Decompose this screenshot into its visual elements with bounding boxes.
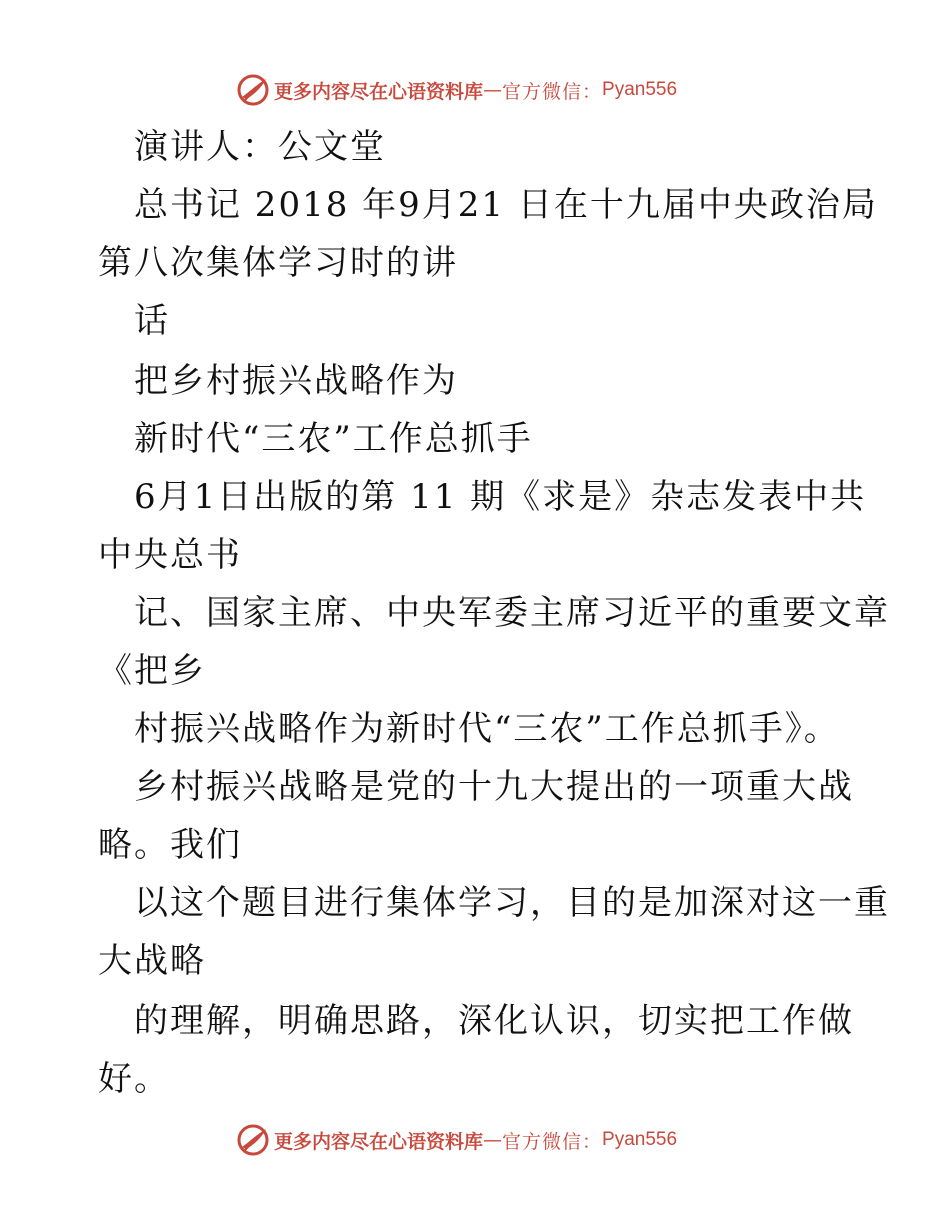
body-line: 第八次集体学习时的讲 [98, 243, 458, 283]
quill-logo-icon [236, 1123, 270, 1157]
body-line: 大战略 [98, 941, 206, 981]
banner-site-text: 更多内容尽在心语资料库 [274, 80, 484, 103]
body-line: 《把乡 [98, 651, 206, 691]
banner-wechat-label: 官方微信： [502, 1130, 603, 1153]
body-line: 中央总书 [98, 535, 242, 575]
body-line: 话 [134, 301, 170, 341]
banner-wechat-id: Pyan556 [602, 1129, 678, 1150]
title-line: 新时代“三农”工作总抓手 [134, 419, 533, 459]
body-line: 以这个题目进行集体学习，目的是加深对这一重 [134, 883, 890, 923]
body-line: 乡村振兴战略是党的十九大提出的一项重大战 [134, 767, 854, 807]
body-line: 6月1日出版的第 11 期《求是》杂志发表中共 [134, 477, 867, 517]
banner-wechat-label: 官方微信： [502, 80, 603, 103]
body-line: 好。 [98, 1059, 170, 1099]
speaker-line: 演讲人：公文堂 [134, 127, 386, 167]
body-line: 村振兴战略作为新时代“三农”工作总抓手》。 [134, 709, 840, 749]
quill-logo-icon [236, 73, 270, 107]
footer-banner [236, 1122, 756, 1158]
title-line: 把乡村振兴战略作为 [134, 361, 458, 401]
body-line: 总书记 2018 年9月21 日在十九届中央政治局 [134, 185, 878, 225]
body-line: 略。我们 [98, 825, 242, 865]
banner-dash: — [483, 79, 503, 101]
banner-site-text: 更多内容尽在心语资料库 [274, 1130, 484, 1153]
body-line: 的理解，明确思路，深化认识，切实把工作做 [134, 1001, 854, 1041]
header-banner [236, 72, 756, 108]
body-line: 记、国家主席、中央军委主席习近平的重要文章 [134, 593, 890, 633]
banner-dash: — [483, 1129, 503, 1151]
banner-wechat-id: Pyan556 [602, 79, 678, 100]
